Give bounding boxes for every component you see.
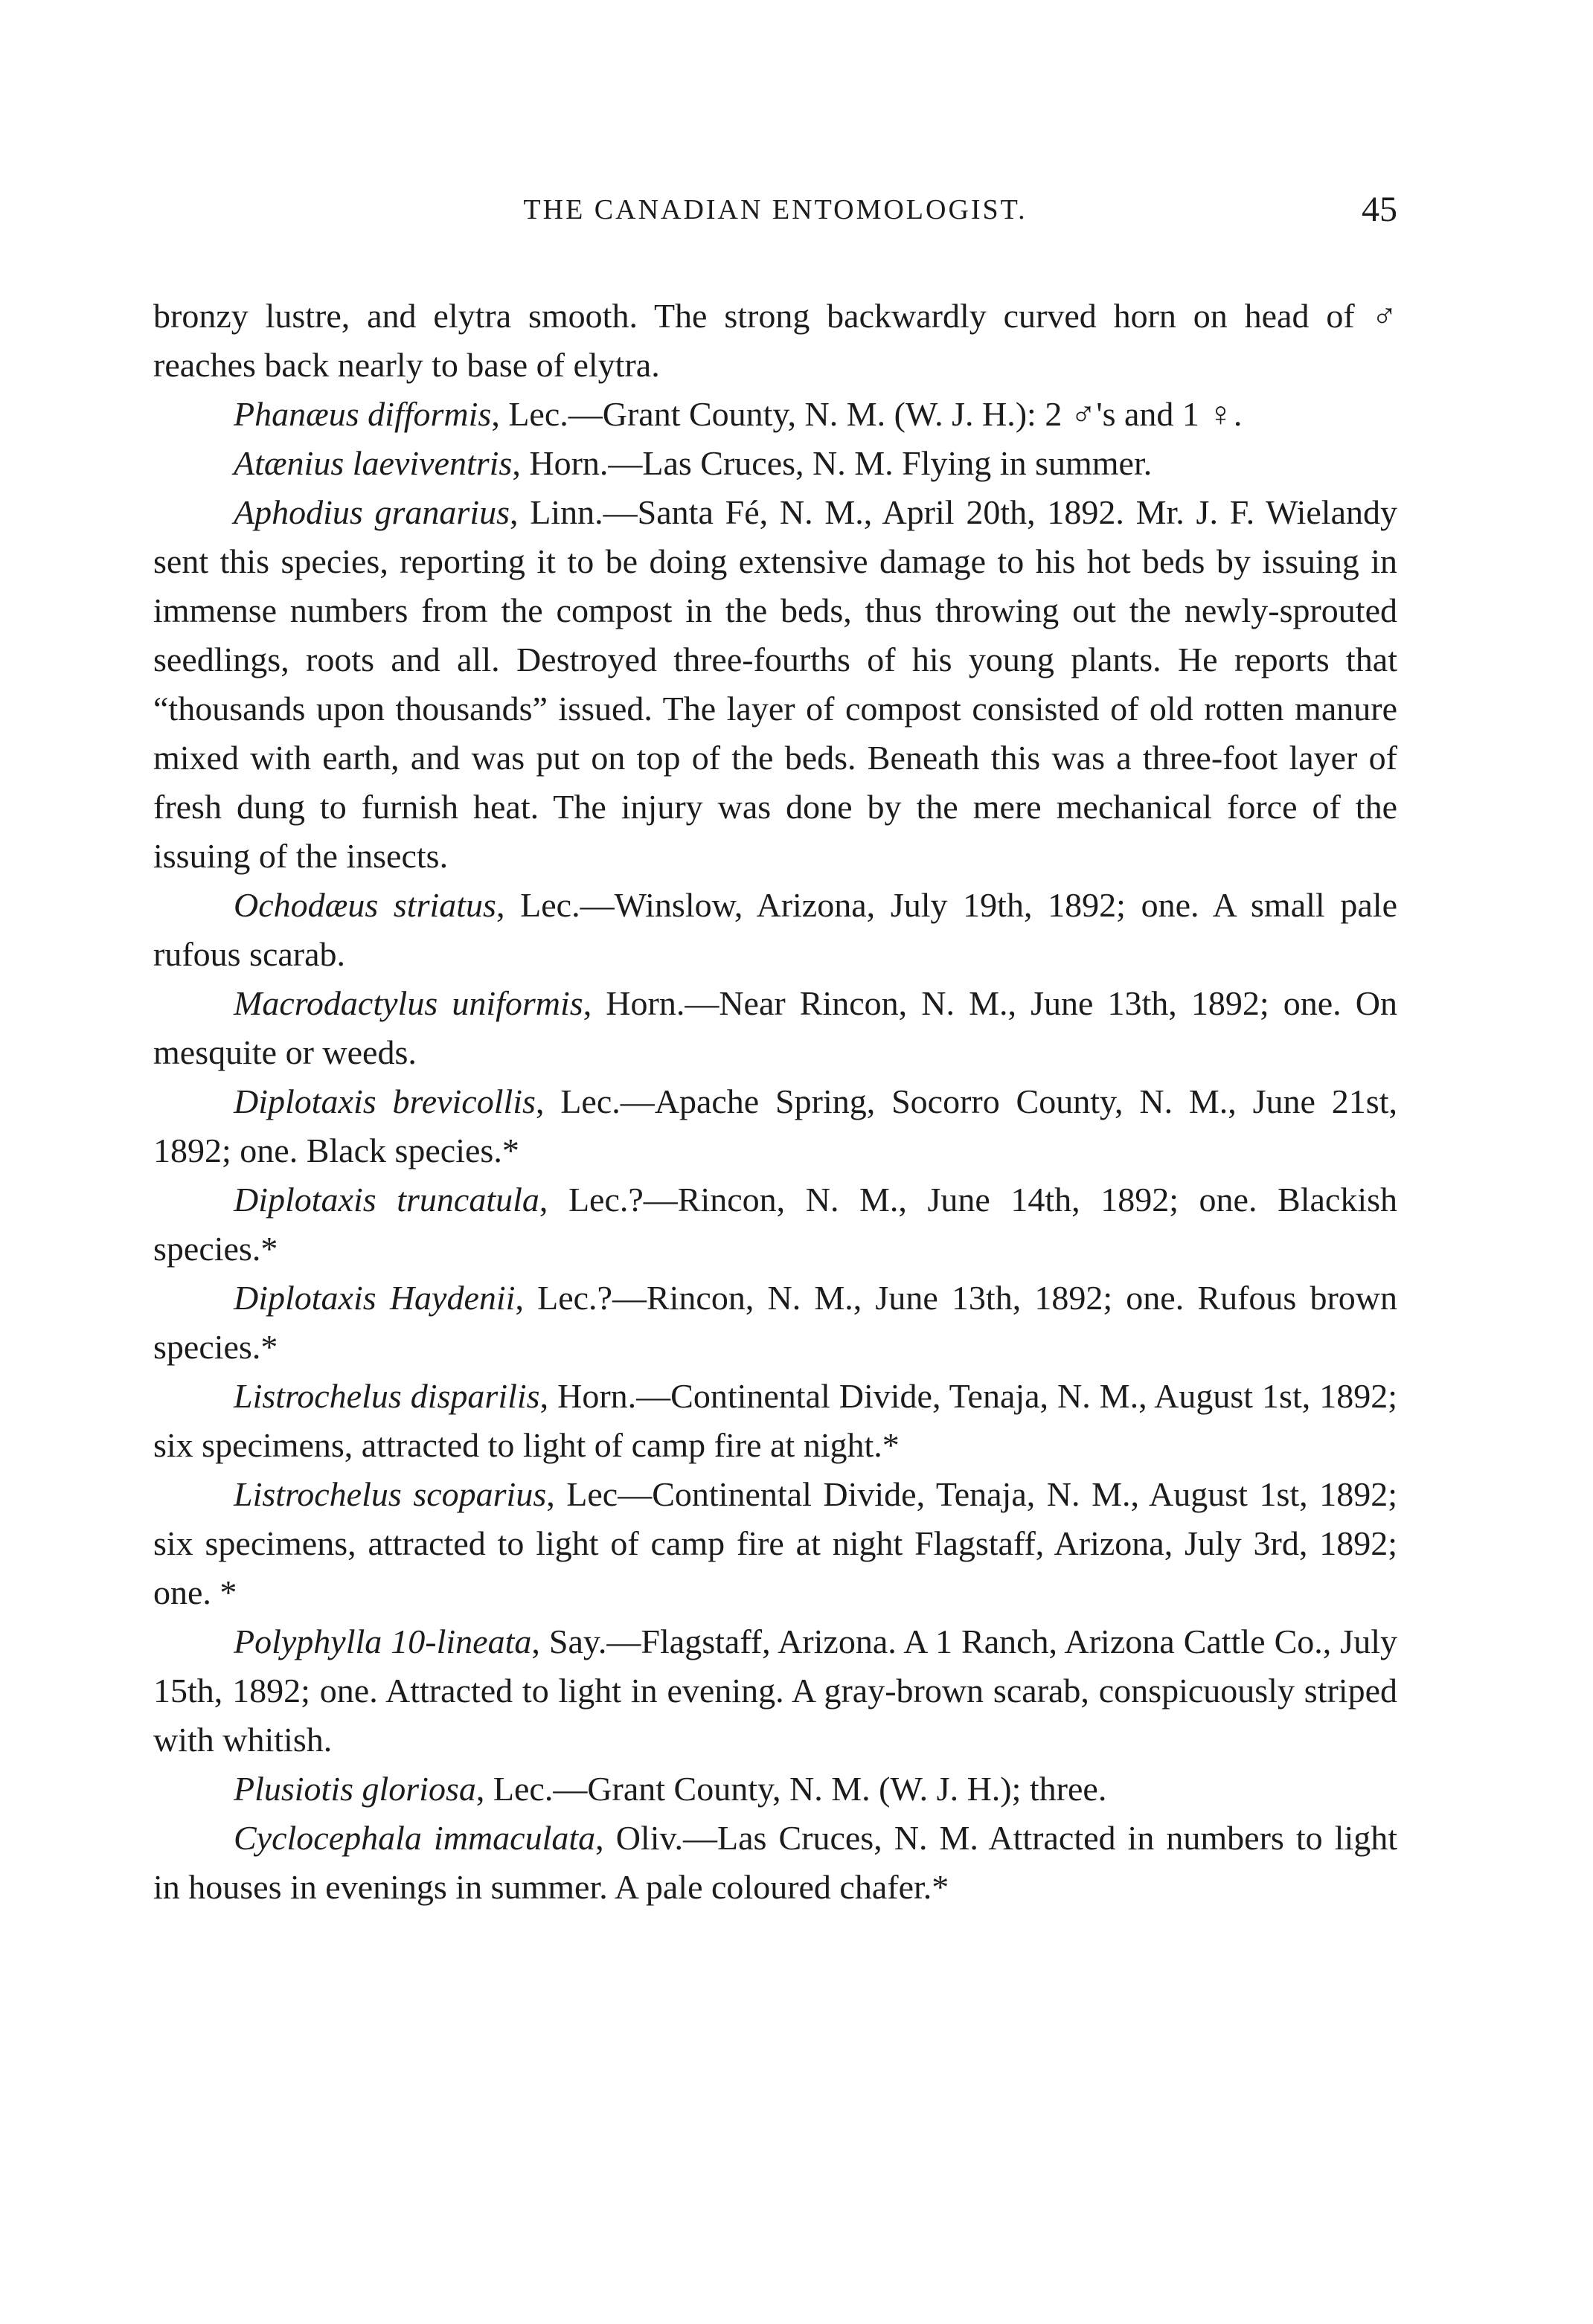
paragraph-text: , Lec.?—Rincon, N. M., June 13th, 1892; one. Rufous brown species.* [153, 1279, 1397, 1366]
species-entry [153, 439, 1397, 488]
species-entry [153, 390, 1397, 439]
species-name: Cyclocephala immaculata [234, 1819, 596, 1857]
paragraph-text: , Lec.—Grant County, N. M. (W. J. H.); three. [475, 1770, 1107, 1808]
species-entry [153, 979, 1397, 1077]
paragraph-text: , Horn.—Continental Divide, Tenaja, N. M., August 1st, 1892; six specimens, attracted to light of camp fire at night.* [153, 1377, 1397, 1464]
paragraph-text: , Horn.—Near Rincon, N. M., June 13th, 1892; one. On mesquite or weeds. [153, 984, 1397, 1071]
species-entry [153, 1175, 1397, 1274]
species-name: Atænius laeviventris [234, 444, 513, 482]
species-name: Diplotaxis truncatula [234, 1181, 539, 1219]
species-name: Diplotaxis brevicollis [234, 1082, 536, 1120]
species-entry [153, 1765, 1397, 1814]
species-entry [153, 1372, 1397, 1470]
species-name: Plusiotis gloriosa [234, 1770, 476, 1808]
paragraph-text: , Lec—Continental Divide, Tenaja, N. M., August 1st, 1892; six specimens, attracted to light of camp fire at night Flagstaff, Arizona, July 3rd, 1892; one. * [153, 1475, 1397, 1611]
paragraph-text: , Oliv.—Las Cruces, N. M. Attracted in numbers to light in houses in evenings in summer. A pale coloured chafer.* [153, 1819, 1397, 1906]
paragraph-text: , Horn.—Las Cruces, N. M. Flying in summer. [512, 444, 1153, 482]
paragraph-text: , Lec.—Apache Spring, Socorro County, N. M., June 21st, 1892; one. Black species.* [153, 1082, 1397, 1169]
page-header [153, 190, 1397, 238]
paragraph-continuation [153, 292, 1397, 390]
species-name: Diplotaxis Haydenii [234, 1279, 516, 1317]
species-entry [153, 1077, 1397, 1175]
species-entry [153, 1814, 1397, 1912]
paragraph-text: , Lec.?—Rincon, N. M., June 14th, 1892; one. Blackish species.* [153, 1181, 1397, 1268]
species-entry [153, 1470, 1397, 1617]
species-entry [153, 1274, 1397, 1372]
species-name: Aphodius granarius [234, 493, 510, 531]
species-entry [153, 881, 1397, 979]
species-name: Ochodæus striatus [234, 886, 496, 924]
paragraph-text: , Say.—Flagstaff, Arizona. A 1 Ranch, Arizona Cattle Co., July 15th, 1892; one. Attracted to light in evening. A gray-brown scarab, conspicuously striped with whitish. [153, 1622, 1397, 1759]
species-name: Macrodactylus uniformis [234, 984, 583, 1022]
page-number: 45 [1362, 190, 1397, 229]
paragraph-text: , Lec.—Winslow, Arizona, July 19th, 1892; one. A small pale rufous scarab. [153, 886, 1397, 973]
species-name: Polyphylla 10-lineata [234, 1622, 532, 1660]
species-name: Listrochelus scoparius [234, 1475, 547, 1513]
paragraph-text: , Linn.—Santa Fé, N. M., April 20th, 1892. Mr. J. F. Wielandy sent this species, reporting it to be doing extensive damage to his hot beds by issuing in immense numbers from the compost in the beds, thus throwing out the newly-sprouted seedlings, roots and all. Destroyed three-fourths of his young plants. He reports that “thousands upon thousands” issued. The layer of compost consisted of old rotten manure mixed with earth, and was put on top of the beds. Beneath this was a three-foot layer of fresh dung to furnish heat. The injury was done by the mere mechanical force of the issuing of the insects. [153, 493, 1397, 875]
paragraph-text: bronzy lustre, and elytra smooth. The strong backwardly curved horn on head of ♂ reaches back nearly to base of elytra. [153, 297, 1397, 384]
body-text [153, 292, 1397, 1912]
species-name: Listrochelus disparilis [234, 1377, 540, 1415]
paragraph-text: , Lec.—Grant County, N. M. (W. J. H.): 2 ♂'s and 1 ♀. [491, 395, 1243, 433]
running-title: THE CANADIAN ENTOMOLOGIST. [523, 194, 1028, 225]
species-entry [153, 488, 1397, 881]
species-name: Phanæus difformis [234, 395, 492, 433]
species-entry [153, 1617, 1397, 1765]
